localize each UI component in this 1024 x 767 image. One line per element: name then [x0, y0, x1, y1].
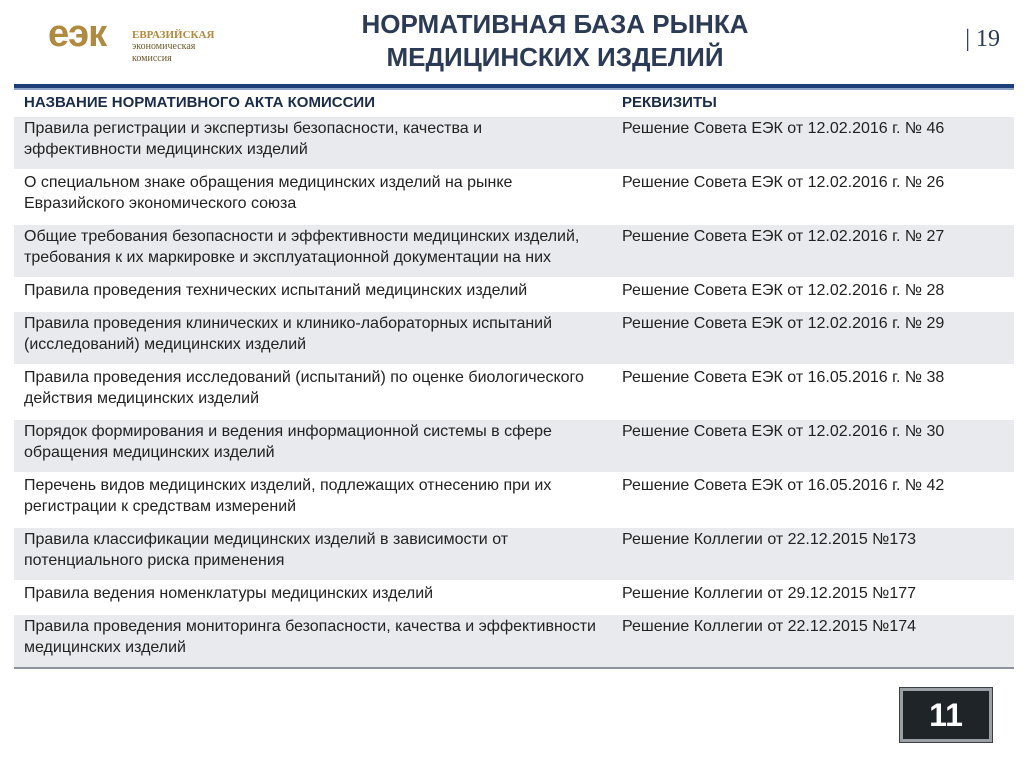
acts-table — [14, 90, 1014, 669]
act-name: Правила классификации медицинских изделий в зависимости от потенциального риска применения — [14, 527, 612, 581]
act-requisites: Решение Совета ЕЭК от 12.02.2016 г. № 27 — [612, 224, 1014, 278]
act-name: Правила регистрации и экспертизы безопасности, качества и эффективности медицинских изделий — [14, 116, 612, 170]
page-number-badge: 11 — [900, 688, 992, 742]
logo-line-1: ЕВРАЗИЙСКАЯ — [132, 29, 215, 41]
act-requisites: Решение Совета ЕЭК от 16.05.2016 г. № 42 — [612, 473, 1014, 527]
act-name: О специальном знаке обращения медицинских изделий на рынке Евразийского экономического союза — [14, 170, 612, 224]
act-name: Правила проведения мониторинга безопасности, качества и эффективности медицинских изделий — [14, 614, 612, 668]
act-requisites: Решение Коллегии от 22.12.2015 №174 — [612, 614, 1014, 668]
act-name: Правила проведения клинических и клинико-лабораторных испытаний (исследований) медицинских изделий — [14, 311, 612, 365]
act-name: Правила ведения номенклатуры медицинских изделий — [14, 581, 612, 614]
act-requisites: Решение Коллегии от 29.12.2015 №177 — [612, 581, 1014, 614]
table-row — [14, 224, 1014, 278]
header-act-name: НАЗВАНИЕ НОРМАТИВНОГО АКТА КОМИССИИ — [14, 90, 612, 116]
logo-line-3: комиссия — [132, 53, 172, 64]
act-name: Перечень видов медицинских изделий, подлежащих отнесению при их регистрации к средствам измерений — [14, 473, 612, 527]
title-line-2: МЕДИЦИНСКИХ ИЗДЕЛИЙ — [386, 42, 724, 72]
logo-text — [132, 29, 214, 65]
act-requisites: Решение Совета ЕЭК от 12.02.2016 г. № 26 — [612, 170, 1014, 224]
table-row — [14, 170, 1014, 224]
slide-number: | 19 — [965, 26, 1000, 52]
page-title — [290, 8, 820, 74]
logo-line-2: экономическая — [132, 41, 196, 52]
table-row — [14, 614, 1014, 668]
table-row — [14, 419, 1014, 473]
act-name: Общие требования безопасности и эффективности медицинских изделий, требования к их маркировке и эксплуатационной документации на них — [14, 224, 612, 278]
table-header-row — [14, 90, 1014, 116]
act-requisites: Решение Совета ЕЭК от 12.02.2016 г. № 46 — [612, 116, 1014, 170]
act-name: Порядок формирования и ведения информационной системы в сфере обращения медицинских изделий — [14, 419, 612, 473]
act-requisites: Решение Совета ЕЭК от 12.02.2016 г. № 30 — [612, 419, 1014, 473]
table-row — [14, 581, 1014, 614]
act-name: Правила проведения исследований (испытаний) по оценке биологического действия медицинских изделий — [14, 365, 612, 419]
act-requisites: Решение Совета ЕЭК от 12.02.2016 г. № 28 — [612, 278, 1014, 311]
table-row — [14, 473, 1014, 527]
eek-logo — [40, 10, 240, 70]
table-row — [14, 365, 1014, 419]
table-row — [14, 116, 1014, 170]
table-row — [14, 527, 1014, 581]
act-requisites: Решение Коллегии от 22.12.2015 №173 — [612, 527, 1014, 581]
logo-mark: еэк — [48, 13, 107, 55]
act-name: Правила проведения технических испытаний медицинских изделий — [14, 278, 612, 311]
title-line-1: НОРМАТИВНАЯ БАЗА РЫНКА — [361, 9, 749, 39]
table-row — [14, 311, 1014, 365]
act-requisites: Решение Совета ЕЭК от 12.02.2016 г. № 29 — [612, 311, 1014, 365]
header-requisites: РЕКВИЗИТЫ — [612, 90, 1014, 116]
act-requisites: Решение Совета ЕЭК от 16.05.2016 г. № 38 — [612, 365, 1014, 419]
table-row — [14, 278, 1014, 311]
